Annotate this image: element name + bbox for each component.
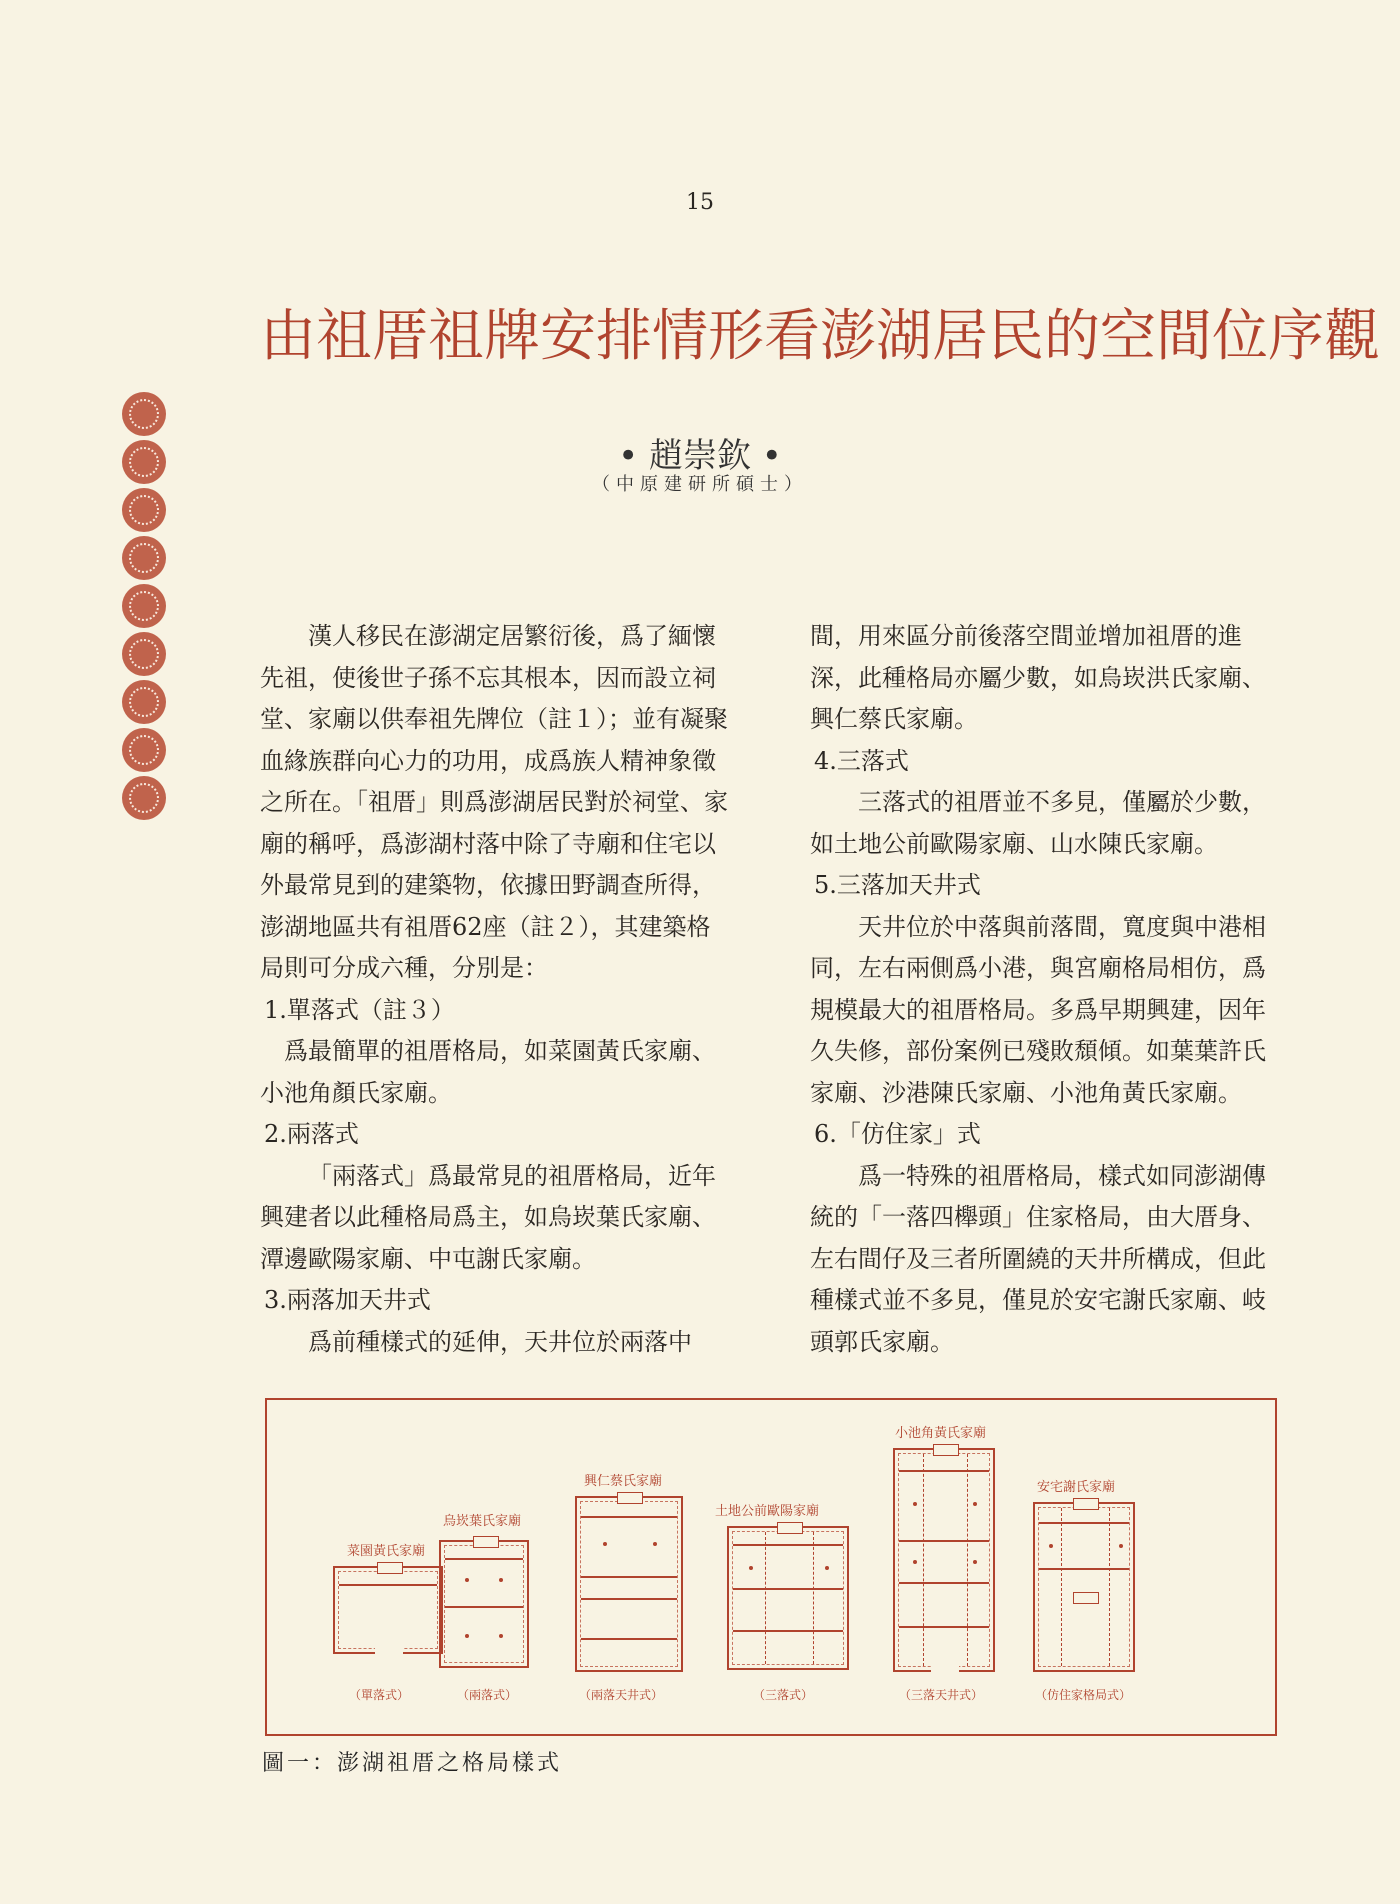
paragraph: 間，用來區分前後落空間並增加祖厝的進深，此種格局亦屬少數，如烏崁洪氏家廟、興仁蔡氏家廟。 [810,622,1266,733]
seal-icon [122,584,166,628]
seal-icon [122,536,166,580]
figure-caption: 圖一：澎湖祖厝之格局樣式 [262,1751,563,1776]
floor-plan-drawing [727,1526,849,1670]
text-column-right [810,616,1285,1363]
plan-caption: （兩落式） [457,1688,518,1702]
floor-plan-drawing [333,1566,443,1654]
text-column-left [260,616,730,1363]
seal-icon [122,488,166,532]
list-heading: 4.三落式 [814,746,909,775]
decorative-seal-column [122,392,168,824]
author-name: • 趙崇欽 • [618,436,782,476]
paragraph: 天井位於中落與前落間，寬度與中港相同，左右兩側爲小港，與宮廟格局相仿，爲規模最大的祖厝格局。多爲早期興建，因年久失修，部份案例已殘敗頹傾。如葉葉許氏家廟、沙港陳氏家廟、小池角黃氏家廟。 [810,912,1266,1107]
plan-name: 烏崁葉氏家廟 [443,1514,522,1529]
paragraph: 爲一特殊的祖厝格局，樣式如同澎湖傳統的「一落四櫸頭」住家格局，由大厝身、左右間仔及三者所圍繞的天井所構成，但此種樣式並不多見，僅見於安宅謝氏家廟、岐頭郭氏家廟。 [810,1161,1266,1356]
floor-plan-drawing [1033,1502,1135,1672]
plan-name: 小池角黃氏家廟 [895,1426,987,1441]
plan-caption: （單落式） [349,1688,410,1702]
paragraph: 爲最簡單的祖厝格局，如菜園黃氏家廟、小池角顏氏家廟。 [260,1037,716,1107]
floor-plan-drawing [439,1540,529,1668]
seal-icon [122,776,166,820]
paragraph: 「兩落式」爲最常見的祖厝格局，近年興建者以此種格局爲主，如烏崁葉氏家廟、潭邊歐陽家廟、中屯謝氏家廟。 [260,1161,716,1273]
floor-plan-drawing [575,1496,683,1672]
paragraph: 漢人移民在澎湖定居繁衍後，爲了緬懷先祖，使後世子孫不忘其根本，因而設立祠堂、家廟以供奉祖先牌位（註１）；並有凝聚血緣族群向心力的功用，成爲族人精神象徵之所在。「祖厝」則爲澎湖居民對於祠堂、家廟的稱呼，爲澎湖村落中除了寺廟和住宅以外最常見到的建築物，依據田野調查所得，澎湖地區共有祖厝62座（註２），其建築格局則可分成六種，分別是： [260,622,728,982]
author-affiliation: （中原建研所碩士） [592,474,808,495]
seal-icon [122,680,166,724]
list-heading: 2.兩落式 [264,1120,359,1148]
plan-name: 興仁蔡氏家廟 [584,1474,663,1489]
plan-caption: （三落天井式） [899,1688,984,1702]
seal-icon [122,440,166,484]
list-heading: 3.兩落加天井式 [264,1286,431,1314]
plan-caption: （仿住家格局式） [1035,1688,1132,1702]
seal-icon [122,392,166,436]
paragraph: 爲前種樣式的延伸，天井位於兩落中 [308,1327,692,1356]
plan-name: 菜園黃氏家廟 [347,1544,426,1559]
paragraph: 三落式的祖厝並不多見，僅屬於少數，如土地公前歐陽家廟、山水陳氏家廟。 [810,788,1266,858]
list-heading: 1.單落式（註３） [264,995,455,1024]
plan-caption: （兩落天井式） [579,1688,664,1702]
article-title: 由祖厝祖牌安排情形看澎湖居民的空間位序觀 [260,304,1380,369]
plan-caption: （三落式） [753,1688,814,1702]
seal-icon [122,632,166,676]
page-number: 15 [686,190,714,215]
floor-plan-drawing [893,1448,995,1672]
list-heading: 6.「仿住家」式 [814,1120,981,1148]
seal-icon [122,728,166,772]
figure-floor-plans [265,1398,1277,1736]
plan-name: 安宅謝氏家廟 [1037,1480,1116,1495]
plan-name: 土地公前歐陽家廟 [715,1504,820,1519]
list-heading: 5.三落加天井式 [814,871,981,899]
